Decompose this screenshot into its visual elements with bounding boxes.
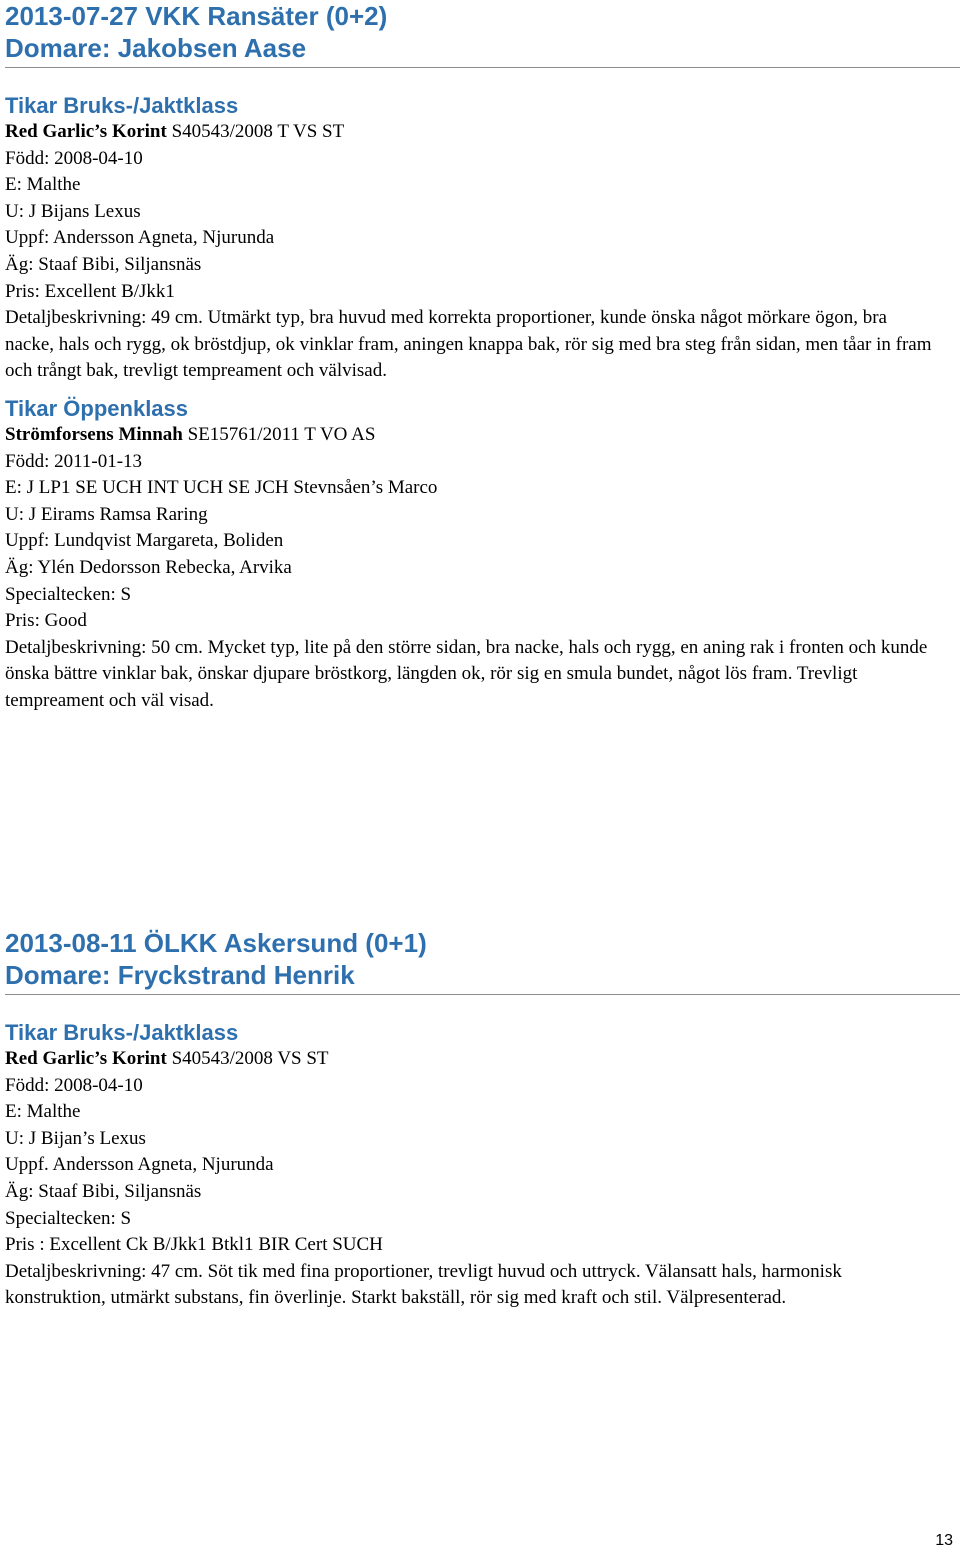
dog-identity: [5, 1046, 960, 1073]
birth-date: Född: 2011-01-13: [5, 450, 143, 472]
class-title: Tikar Öppenklass: [5, 395, 189, 421]
class-title: Tikar Bruks-/Jaktklass: [5, 1020, 239, 1045]
dog-identity: [5, 422, 960, 449]
owner: Äg: Staaf Bibi, Siljansnäs: [5, 253, 202, 275]
dog-entry: [5, 119, 960, 385]
dam: U: J Bijans Lexus: [5, 200, 141, 222]
sire: E: Malthe: [5, 1101, 81, 1123]
birth-date: Född: 2008-04-10: [5, 147, 143, 169]
birth-date: Född: 2008-04-10: [5, 1074, 143, 1096]
dog-entry: [5, 1046, 960, 1312]
dog-name: Red Garlic’s Korint: [5, 121, 167, 142]
detailed-description: Detaljbeskrivning: 50 cm. Mycket typ, lite på den större sidan, bra nacke, hals och rygg, en aning rak i fronten och kunde önska bättre vinklar bak, önskar djupare bröstkorg, längden ok, rör sig en smula bundet, något lös fram. Trevligt tempreament och väl visad.: [5, 636, 928, 711]
dog-name: Red Garlic’s Korint: [5, 1048, 167, 1069]
breeder: Uppf: Lundqvist Margareta, Boliden: [5, 530, 284, 552]
sire: E: Malthe: [5, 174, 81, 196]
show-section: [5, 0, 960, 714]
prize: Pris: Excellent B/Jkk1: [5, 280, 175, 302]
dog-registration: S40543/2008 VS ST: [166, 1048, 329, 1069]
sire: E: J LP1 SE UCH INT UCH SE JCH Stevnsåen’s Marco: [5, 477, 438, 499]
dog-registration: S40543/2008 T VS ST: [166, 121, 345, 142]
breeder: Uppf: Andersson Agneta, Njurunda: [5, 227, 275, 249]
show-judge: Domare: Fryckstrand Henrik: [5, 960, 355, 990]
dog-entry: [5, 422, 960, 715]
owner: Äg: Ylén Dedorsson Rebecka, Arvika: [5, 556, 292, 578]
show-heading: [5, 0, 960, 68]
show-title: 2013-08-11 ÖLKK Askersund (0+1): [5, 928, 427, 958]
detailed-description: Detaljbeskrivning: 47 cm. Söt tik med fina proportioner, trevligt huvud och uttryck. Välansatt hals, harmonisk konstruktion, utmärkt substans, fin överlinje. Starkt bakställ, rör sig med kraft och stil. Välpresenterad.: [5, 1260, 842, 1309]
breeder: Uppf. Andersson Agneta, Njurunda: [5, 1154, 274, 1176]
detailed-description: Detaljbeskrivning: 49 cm. Utmärkt typ, bra huvud med korrekta proportioner, kunde önska något mörkare ögon, bra nacke, hals och rygg, ok bröstdjup, ok vinklar fram, aningen knappa bak, rör sig med bra steg från sidan, men tåar in fram och trångt bak, trevligt tempreament och välvisad.: [5, 307, 932, 382]
show-title: 2013-07-27 VKK Ransäter (0+2): [5, 1, 388, 31]
prize: Pris: Good: [5, 610, 87, 632]
page-number: 13: [935, 1532, 953, 1549]
special-mark: Specialtecken: S: [5, 583, 132, 605]
dog-name: Strömforsens Minnah: [5, 423, 183, 445]
dog-registration: SE15761/2011 T VO AS: [182, 423, 376, 445]
dam: U: J Eirams Ramsa Raring: [5, 503, 208, 525]
dog-identity: [5, 119, 960, 146]
prize: Pris : Excellent Ck B/Jkk1 Btkl1 BIR Cert SUCH: [5, 1234, 383, 1256]
dam: U: J Bijan’s Lexus: [5, 1127, 146, 1149]
show-judge: Domare: Jakobsen Aase: [5, 33, 307, 63]
special-mark: Specialtecken: S: [5, 1207, 132, 1229]
show-heading: [5, 927, 960, 995]
show-section: [5, 927, 960, 1312]
owner: Äg: Staaf Bibi, Siljansnäs: [5, 1180, 202, 1202]
class-title: Tikar Bruks-/Jaktklass: [5, 93, 239, 118]
